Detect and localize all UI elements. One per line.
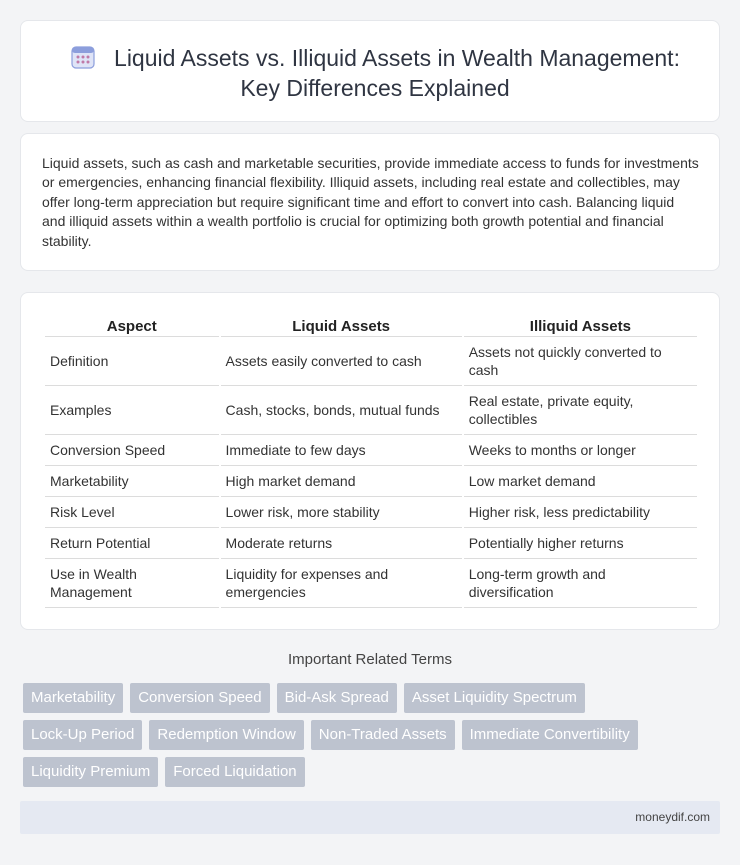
tag-forced-liquidation[interactable]: Forced Liquidation xyxy=(165,757,304,787)
title-card xyxy=(20,20,720,122)
tag-asset-liquidity-spectrum[interactable]: Asset Liquidity Spectrum xyxy=(404,683,585,713)
column-header-liquid: Liquid Assets xyxy=(221,315,462,337)
table-cell: Moderate returns xyxy=(221,528,462,559)
table-cell: Low market demand xyxy=(464,466,697,497)
table-header-row xyxy=(45,315,697,337)
table-cell: Assets not quickly converted to cash xyxy=(464,337,697,386)
tag-row xyxy=(23,757,723,787)
table-cell: Real estate, private equity, collectibles xyxy=(464,386,697,435)
table-row xyxy=(45,528,697,559)
table-cell: Return Potential xyxy=(45,528,219,559)
table-cell: Conversion Speed xyxy=(45,435,219,466)
tag-row xyxy=(23,720,723,750)
tag-lock-up-period[interactable]: Lock-Up Period xyxy=(23,720,142,750)
table-cell: Lower risk, more stability xyxy=(221,497,462,528)
table-cell: Assets easily converted to cash xyxy=(221,337,462,386)
tag-non-traded-assets[interactable]: Non-Traded Assets xyxy=(311,720,455,750)
related-terms-tags xyxy=(23,683,723,794)
table-row xyxy=(45,497,697,528)
table-cell: High market demand xyxy=(221,466,462,497)
table-cell: Immediate to few days xyxy=(221,435,462,466)
table-cell: Risk Level xyxy=(45,497,219,528)
table-cell: Potentially higher returns xyxy=(464,528,697,559)
table-cell: Marketability xyxy=(45,466,219,497)
table-row xyxy=(45,559,697,608)
footer xyxy=(20,801,720,834)
tag-redemption-window[interactable]: Redemption Window xyxy=(149,720,303,750)
page-title xyxy=(51,43,699,103)
column-header-aspect: Aspect xyxy=(45,315,219,337)
table-cell: Long-term growth and diversification xyxy=(464,559,697,608)
tag-conversion-speed[interactable]: Conversion Speed xyxy=(130,683,269,713)
tag-row xyxy=(23,683,723,713)
column-header-illiquid: Illiquid Assets xyxy=(464,315,697,337)
table-row xyxy=(45,337,697,386)
tag-immediate-convertibility[interactable]: Immediate Convertibility xyxy=(462,720,638,750)
calendar-icon xyxy=(70,44,96,70)
tag-liquidity-premium[interactable]: Liquidity Premium xyxy=(23,757,158,787)
table-cell: Use in Wealth Management xyxy=(45,559,219,608)
intro-card xyxy=(20,133,720,271)
table-row xyxy=(45,435,697,466)
table-cell: Weeks to months or longer xyxy=(464,435,697,466)
footer-site-link[interactable]: moneydif.com xyxy=(635,810,710,824)
table-cell: Higher risk, less predictability xyxy=(464,497,697,528)
page-title-text: Liquid Assets vs. Illiquid Assets in Wealth Management: Key Differences Explained xyxy=(114,45,680,101)
tag-marketability[interactable]: Marketability xyxy=(23,683,123,713)
tag-bid-ask-spread[interactable]: Bid-Ask Spread xyxy=(277,683,397,713)
table-cell: Examples xyxy=(45,386,219,435)
intro-paragraph: Liquid assets, such as cash and marketable securities, provide immediate access to funds for investments or emergencies, enhancing financial flexibility. Illiquid assets, including real estate and collectibles, may offer long-term appreciation but require significant time and effort to convert into cash. Balancing liquid and illiquid assets within a wealth portfolio is crucial for optimizing both growth potential and financial stability. xyxy=(42,155,699,249)
comparison-table-card xyxy=(20,292,720,630)
related-terms-title: Important Related Terms xyxy=(288,651,452,668)
table-cell: Definition xyxy=(45,337,219,386)
table-row xyxy=(45,466,697,497)
table-cell: Liquidity for expenses and emergencies xyxy=(221,559,462,608)
table-cell: Cash, stocks, bonds, mutual funds xyxy=(221,386,462,435)
comparison-table xyxy=(43,315,699,608)
table-row xyxy=(45,386,697,435)
